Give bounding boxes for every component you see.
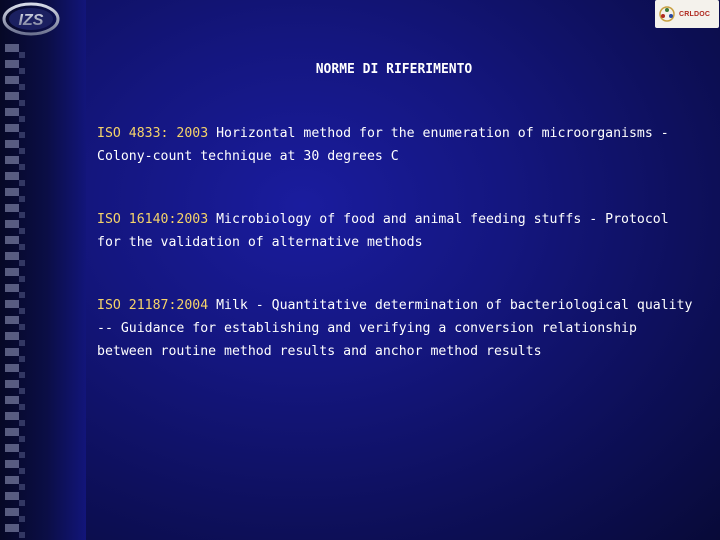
reference-entry bbox=[97, 122, 697, 168]
izs-logo-icon bbox=[2, 2, 60, 36]
reference-description: Microbiology of food and animal feeding stuffs - Protocol for the validation of alternative methods bbox=[97, 212, 669, 250]
left-decorative-strip bbox=[0, 0, 86, 540]
reference-entry bbox=[97, 208, 697, 254]
reference-code: ISO 4833: 2003 bbox=[97, 126, 209, 141]
reference-description: Horizontal method for the enumeration of microorganisms - Colony-count technique at 30 degrees C bbox=[97, 126, 669, 164]
reference-code: ISO 16140:2003 bbox=[97, 212, 209, 227]
reference-entry bbox=[97, 294, 697, 363]
svg-text:IZS: IZS bbox=[18, 12, 44, 29]
crldoc-logo-text: CRLDOC bbox=[679, 10, 711, 18]
decorative-squares-secondary bbox=[19, 52, 25, 540]
decorative-squares bbox=[5, 44, 19, 540]
reference-description: Milk - Quantitative determination of bacteriological quality -- Guidance for establishing and verifying a conversion relationship between routine method results and anchor method results bbox=[97, 298, 693, 359]
slide-title: NORME DI RIFERIMENTO bbox=[315, 62, 473, 77]
crldoc-logo-icon bbox=[655, 0, 719, 28]
reference-code: ISO 21187:2004 bbox=[97, 298, 209, 313]
